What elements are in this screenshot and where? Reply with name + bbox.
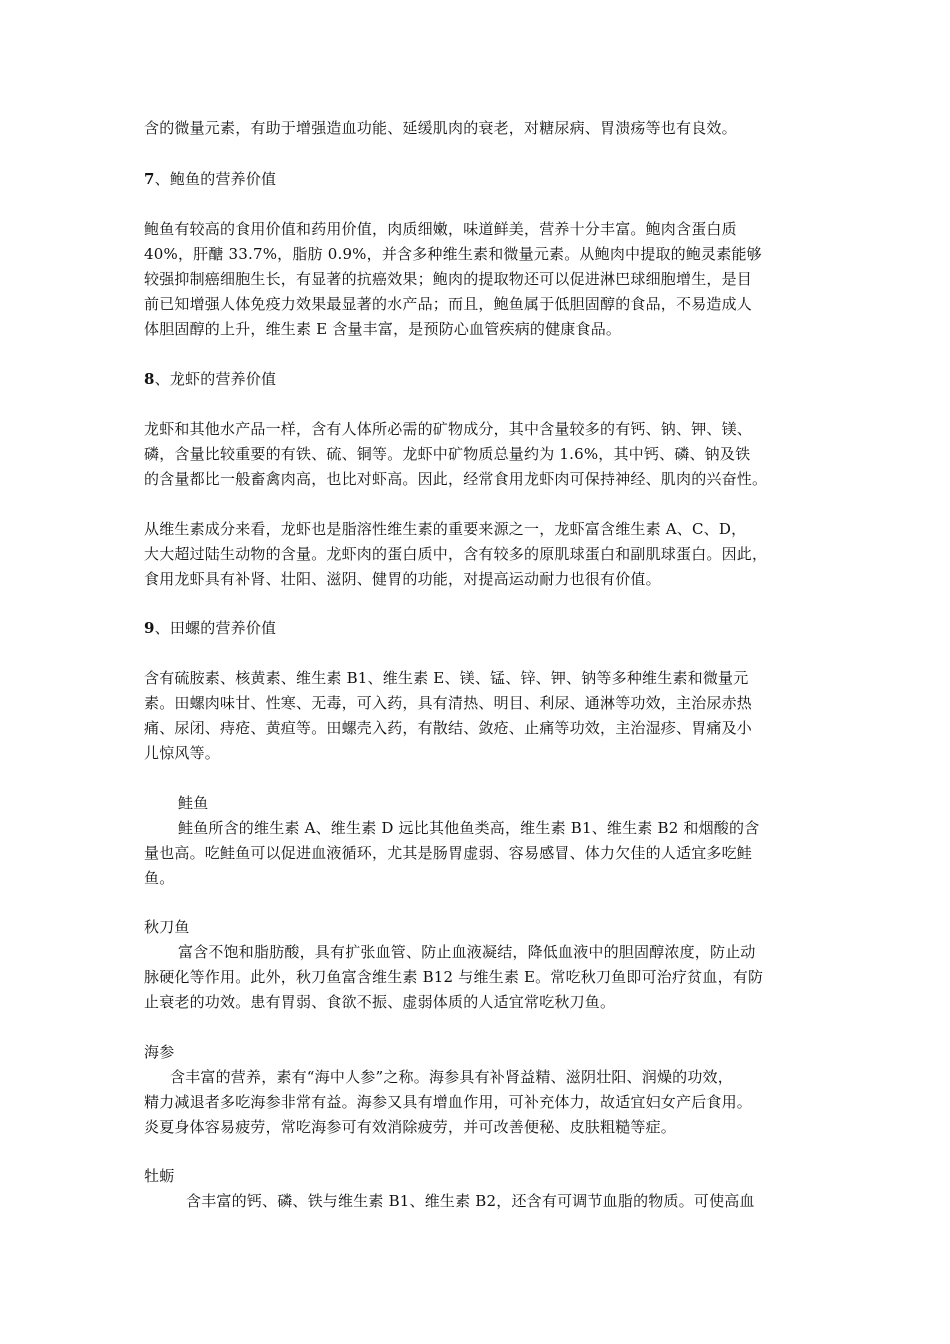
section-title: 、田螺的营养价值 xyxy=(154,619,277,637)
paragraph-line: 较强抑制癌细胞生长，有显著的抗癌效果；鲍肉的提取物还可以促进淋巴球细胞增生，是目 xyxy=(144,270,753,288)
section-heading-abalone xyxy=(144,166,824,192)
paragraph-line: 大大超过陆生动物的含量。龙虾肉的蛋白质中，含有较多的原肌球蛋白和副肌球蛋白。因此， xyxy=(144,545,768,563)
item-title-oyster: 牡蛎 xyxy=(144,1167,175,1185)
paragraph-line: 脉硬化等作用。此外，秋刀鱼富含维生素 B12 与维生素 E。常吃秋刀鱼即可治疗贫血，有防 xyxy=(144,968,764,986)
intro-line: 含的微量元素，有助于增强造血功能、延缓肌肉的衰老，对糖尿病、胃溃疡等也有良效。 xyxy=(144,119,737,137)
paragraph-line: 鲍鱼有较高的食用价值和药用价值，肉质细嫩，味道鲜美，营养十分丰富。鲍肉含蛋白质 xyxy=(144,220,737,238)
paragraph-line: 的含量都比一般畜禽肉高，也比对虾高。因此，经常食用龙虾肉可保持神经、肌肉的兴奋性。 xyxy=(144,470,768,488)
paragraph-line: 精力减退者多吃海参非常有益。海参又具有增血作用，可补充体力，故适宜妇女产后食用。 xyxy=(144,1093,753,1111)
paragraph-line: 40%，肝醣 33.7%，脂肪 0.9%，并含多种维生素和微量元素。从鲍肉中提取的鲍灵素能够 xyxy=(144,245,762,263)
paragraph-line: 前已知增强人体免疫力效果最显著的水产品；而且，鲍鱼属于低胆固醇的食品，不易造成人 xyxy=(144,295,753,313)
paragraph-line: 龙虾和其他水产品一样，含有人体所必需的矿物成分，其中含量较多的有钙、钠、钾、镁、 xyxy=(144,420,753,438)
section-title: 、龙虾的营养价值 xyxy=(154,370,277,388)
item-title-salmon: 鲑鱼 xyxy=(178,794,209,812)
section-number: 7 xyxy=(144,170,155,188)
section-heading-lobster xyxy=(144,366,824,392)
section-title: 、鲍鱼的营养价值 xyxy=(154,170,277,188)
paragraph-line: 鱼。 xyxy=(144,869,175,887)
paragraph-line: 富含不饱和脂肪酸，具有扩张血管、防止血液凝结，降低血液中的胆固醇浓度，防止动 xyxy=(178,943,756,961)
paragraph-line: 食用龙虾具有补肾、壮阳、滋阴、健胃的功能，对提高运动耐力也很有价值。 xyxy=(144,570,661,588)
paragraph-line: 量也高。吃鲑鱼可以促进血液循环，尤其是肠胃虚弱、容易感冒、体力欠佳的人适宜多吃鲑 xyxy=(144,844,753,862)
paragraph-line: 含丰富的钙、磷、铁与维生素 B1、维生素 B2，还含有可调节血脂的物质。可使高血 xyxy=(186,1192,755,1210)
section-number: 8 xyxy=(144,370,155,388)
section-number: 9 xyxy=(144,619,155,637)
paragraph-line: 鲑鱼所含的维生素 A、维生素 D 远比其他鱼类高，维生素 B1、维生素 B2 和烟酸的含 xyxy=(178,819,760,837)
paragraph-line: 含有硫胺素、核黄素、维生素 B1、维生素 E、镁、锰、锌、钾、钠等多种维生素和微量元 xyxy=(144,669,749,687)
paragraph-line: 止衰老的功效。患有胃弱、食欲不振、虚弱体质的人适宜常吃秋刀鱼。 xyxy=(144,993,616,1011)
paragraph-line: 炎夏身体容易疲劳，常吃海参可有效消除疲劳，并可改善便秘、皮肤粗糙等症。 xyxy=(144,1118,677,1136)
item-title-sea-cucumber: 海参 xyxy=(144,1043,175,1061)
paragraph-line: 体胆固醇的上升，维生素 E 含量丰富，是预防心血管疾病的健康食品。 xyxy=(144,320,622,338)
section-heading-snail xyxy=(144,615,824,641)
paragraph-line: 痛、尿闭、痔疮、黄疸等。田螺壳入药，有散结、敛疮、止痛等功效，主治湿疹、胃痛及小 xyxy=(144,719,753,737)
paragraph-line: 儿惊风等。 xyxy=(144,744,221,762)
paragraph-line: 素。田螺肉味甘、性寒、无毒，可入药，具有清热、明目、利尿、通淋等功效，主治尿赤热 xyxy=(144,694,753,712)
paragraph-line: 从维生素成分来看，龙虾也是脂溶性维生素的重要来源之一，龙虾富含维生素 A、C、D， xyxy=(144,520,747,538)
item-title-saury: 秋刀鱼 xyxy=(144,918,190,936)
paragraph-line: 磷，含量比较重要的有铁、硫、铜等。龙虾中矿物质总量约为 1.6%，其中钙、磷、钠及铁 xyxy=(144,445,751,463)
paragraph-line: 含丰富的营养，素有“海中人参”之称。海参具有补肾益精、滋阴壮阳、润燥的功效， xyxy=(170,1068,733,1086)
